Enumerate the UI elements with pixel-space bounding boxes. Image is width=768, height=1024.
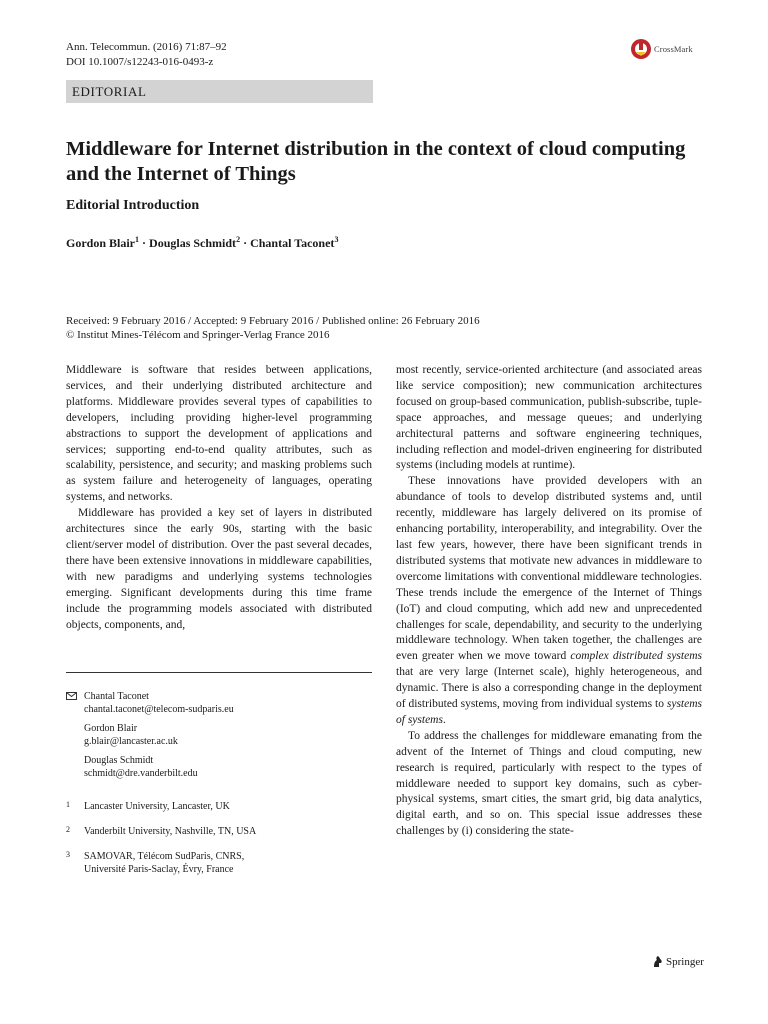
affiliation-ref: 1: [135, 235, 140, 244]
author-separator: ·: [240, 236, 251, 250]
emphasis: complex distributed systems: [570, 650, 702, 663]
footnote-divider: [66, 672, 372, 673]
contact-entry: [84, 754, 372, 780]
affiliation-line: Vanderbilt University, Nashville, TN, USA: [84, 826, 257, 837]
crossmark-badge[interactable]: [630, 38, 693, 60]
publisher-logo: [652, 955, 704, 968]
body-paragraph: [396, 474, 702, 729]
affiliation-number: 2: [66, 825, 70, 834]
publisher-name: Springer: [666, 955, 704, 968]
author-name[interactable]: Gordon Blair: [66, 236, 136, 250]
affiliation-line: Université Paris-Saclay, Évry, France: [84, 864, 234, 875]
date-line: Received: 9 February 2016 / Accepted: 9 February 2016 / Published online: 26 February 2016: [66, 315, 480, 327]
journal-reference: [66, 40, 227, 70]
crossmark-label: CrossMark: [654, 44, 693, 54]
author-name[interactable]: Chantal Taconet: [250, 236, 335, 250]
author-separator: ·: [139, 236, 150, 250]
publication-dates: [66, 314, 480, 342]
correspondence-block: [66, 690, 372, 786]
body-column-left: [66, 363, 372, 633]
journal-citation: Ann. Telecommun. (2016) 71:87–92: [66, 41, 227, 53]
contact-email[interactable]: g.blair@lancaster.ac.uk: [84, 736, 178, 747]
text-run: These innovations have provided developers with an abundance of tools to develop distributed systems and, until recently, middleware has largely delivered on its promise of enhancing portability, interoperability, and integrability. Over the last few years, however, there have been significant trends in distributed systems that motivate new advances in middleware to overcome limitations with conventional middleware technologies. These trends include the emergence of the Internet of Things (IoT) and cloud computing, which add new and unprecedented challenges for scale, dependability, and security to the underlying middleware technology. When taken together, the challenges are even greater when we move toward: [396, 475, 702, 663]
affiliation-number: 1: [66, 800, 70, 809]
emphasis: systems of systems: [396, 698, 702, 726]
affiliation-line: Lancaster University, Lancaster, UK: [84, 801, 230, 812]
envelope-icon: [66, 692, 77, 700]
contact-entry: [84, 690, 372, 716]
contact-entry: [84, 722, 372, 748]
affiliation-entry: [66, 850, 372, 876]
affiliation-entry: [66, 825, 372, 838]
body-paragraph: To address the challenges for middleware emanating from the advent of the Internet of Things and cloud computing, new research is required, particularly with respect to the types of middleware needed to support key domains, such as cyber-physical systems, smart cities, the smart grid, big data analytics, digital earth, and so on. This special issue addresses these challenges by (i) considering the state-: [396, 729, 702, 838]
author-name[interactable]: Douglas Schmidt: [149, 236, 237, 250]
contact-name: Douglas Schmidt: [84, 755, 154, 766]
affiliation-line: SAMOVAR, Télécom SudParis, CNRS,: [84, 851, 245, 862]
body-paragraph: Middleware is software that resides between applications, services, and their underlying distributed architecture and platforms. Middleware provides several types of capabilities to developers, including providing higher-level programming abstractions to support the development of applications and services; supporting end-to-end quality attributes, such as scalability, persistence, and security; and masking problems such as system failure and heterogeneity of languages, operating systems, and networks.: [66, 364, 372, 504]
affiliation-ref: 2: [236, 235, 241, 244]
section-label: EDITORIAL: [66, 80, 373, 103]
text-run: .: [442, 713, 446, 726]
affiliation-number: 3: [66, 850, 70, 859]
crossmark-icon: [630, 38, 652, 60]
text-run: that are very large (Internet scale), highly heterogeneous, and dynamic. There is also a corresponding change in the deployment of distributed systems, moving from individual systems to: [396, 666, 702, 711]
author-list: [66, 235, 338, 251]
springer-horse-icon: [652, 955, 663, 968]
doi[interactable]: DOI 10.1007/s12243-016-0493-z: [66, 56, 214, 68]
affiliation-list: [66, 800, 372, 888]
body-column-right: [396, 363, 702, 840]
article-subtitle: Editorial Introduction: [66, 198, 200, 213]
contact-name: Chantal Taconet: [84, 691, 149, 702]
contact-name: Gordon Blair: [84, 723, 138, 734]
body-paragraph: most recently, service-oriented architecture (and associated areas like service composition); new communication architectures focused on group-based communication, publish-subscribe, tuple-space approaches, and message queues; and underlying architectural patterns and software engineering techniques, including reflection and model-driven engineering for distributed systems (including models at runtime).: [396, 364, 702, 472]
contact-email[interactable]: schmidt@dre.vanderbilt.edu: [84, 768, 198, 779]
article-title: Middleware for Internet distribution in the context of cloud computing and the Internet of Things: [66, 138, 686, 185]
body-paragraph: Middleware has provided a key set of layers in distributed architectures since the early 90s, starting with the basic client/server model of distribution. Over the past several decades, there have been extensive innovations in middleware capabilities, with new paradigms and underlying systems technologies emerging. Significant developments during this time frame include the programming models associated with distributed objects, components, and,: [66, 507, 372, 631]
affiliation-ref: 3: [334, 235, 339, 244]
contact-email[interactable]: chantal.taconet@telecom-sudparis.eu: [84, 704, 234, 715]
affiliation-entry: [66, 800, 372, 813]
copyright-line: © Institut Mines-Télécom and Springer-Verlag France 2016: [66, 329, 330, 341]
